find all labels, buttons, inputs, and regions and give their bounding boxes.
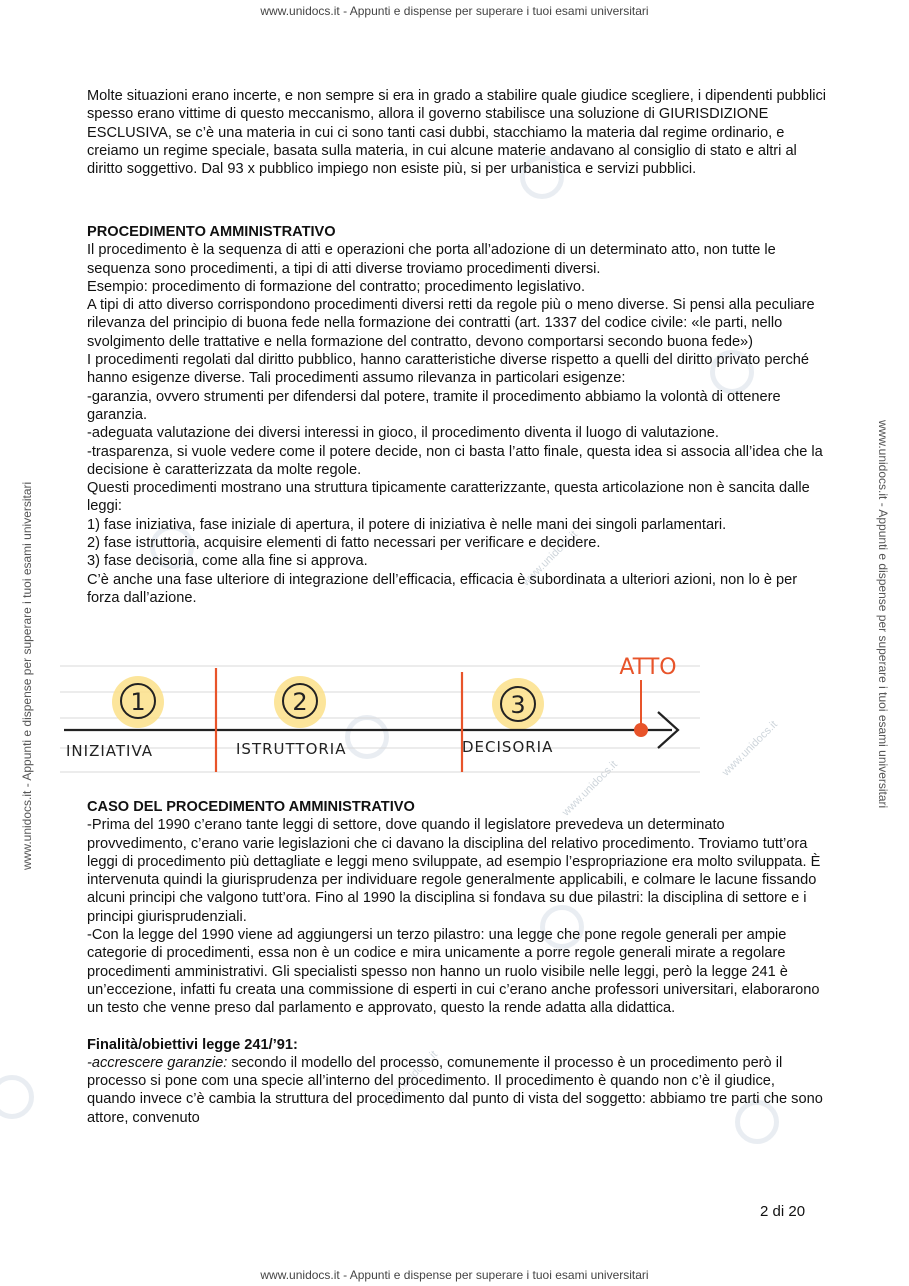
paragraph	[87, 1054, 827, 1127]
italic-lead: -accrescere garanzie:	[87, 1054, 228, 1071]
phase-1-label: INIZIATIVA	[66, 742, 154, 760]
phase-2-number: 2	[292, 688, 308, 716]
watermark-left: www.unidocs.it - Appunti e dispense per superare i tuoi esami universitari	[20, 481, 34, 870]
watermark-top: www.unidocs.it - Appunti e dispense per superare i tuoi esami universitari	[260, 4, 649, 18]
paragraph: Esempio: procedimento di formazione del contratto; procedimento legislativo.	[87, 278, 586, 295]
atto-marker	[634, 723, 648, 737]
paragraph-text: secondo il modello del processo, comunemente il processo è un procedimento però il processo si pone com una specie all’interno del procedimento. Il procedimento è quando non c’è il giudice, quando invece c’è cambia la struttura del procedimento dal punto di vista del soggetto: abbiamo tre parti che sono attore, convenuto	[87, 1054, 823, 1126]
page-number: 2 di 20	[760, 1203, 806, 1220]
phase-2-label: ISTRUTTORIA	[236, 740, 347, 758]
procedure-phases-diagram	[60, 648, 710, 778]
faint-watermark: www.unidocs.it	[720, 718, 780, 779]
paragraph: -trasparenza, si vuole vedere come il potere decide, non ci basta l’atto finale, questa idea si associa all’idea che la decisione è caratterizzata da molte regole.	[87, 443, 823, 478]
paragraph: -Prima del 1990 c’erano tante leggi di settore, dove quando il legislatore prevedeva un determinato provvedimento, c’erano varie legislazioni che ci davano la disciplina del relativo procedimento. Troviamo tutt’ora leggi di procedimento più dettagliate e leggi meno sviluppate, ad esempio l’espropriazione era molto sviluppata. È intervenuta quindi la giurisprudenza per individuare regole generalmente applicabili, e colmare le lacune fissando alcuni principi che valgono tutt’ora. Fino al 1990 la disciplina si fondava su due pilastri: la disciplina di settore e i principi giurisprudenziali.	[87, 817, 821, 925]
paragraph: 2) fase istruttoria, acquisire elementi di fatto necessari per verificare e decidere.	[87, 535, 601, 552]
paragraph: 3) fase decisoria, come alla fine si approva.	[87, 553, 368, 570]
section-procedimento	[87, 223, 827, 607]
faint-watermark: www.unidocs.it	[560, 758, 620, 819]
unidocs-logo-icon	[0, 1075, 34, 1119]
intro-paragraph: Molte situazioni erano incerte, e non sempre si era in grado a stabilire quale giudice scegliere, i dipendenti pubblici spesso erano vittime di questo meccanismo, allora il governo stabilisce una soluzione di GIURISDIZIONE ESCLUSIVA, se c’è una materia in cui ci sono tanti casi dubbi, stacchiamo la materia dal regime ordinario, e creiamo un regime speciale, basata sulla materia, in cui alcune materie andavano al consiglio di stato e altri al diritto soggettivo. Dal 93 x pubblico impiego non esiste più, si per urbanistica e servizi pubblici.	[87, 88, 827, 178]
section-heading: PROCEDIMENTO AMMINISTRATIVO	[87, 224, 336, 240]
phase-1-number: 1	[130, 688, 146, 716]
paragraph: -garanzia, ovvero strumenti per difendersi dal potere, tramite il procedimento abbiamo la volontà di ottenere garanzia.	[87, 388, 781, 423]
paragraph: I procedimenti regolati dal diritto pubblico, hanno caratteristiche diverse rispetto a quelli del diritto privato perché hanno esigenze diverse. Tali procedimenti assumo rilevanza in particolari esigenze:	[87, 352, 809, 387]
phase-3-number: 3	[510, 691, 526, 719]
faint-watermark: www.unidocs.it	[520, 528, 580, 589]
intro-block	[87, 87, 827, 178]
section-heading: Finalità/obiettivi legge 241/’91:	[87, 1036, 298, 1053]
paragraph: A tipi di atto diverso corrispondono procedimenti diversi retti da regole più o meno diverse. Si pensi alla peculiare rilevanza del principio di buona fede nella formazione dei contratti (art. 1337 del codice civile: «le parti, nello svolgimento delle trattative e nella formazione del contratto, devono comportarsi secondo buona fede»)	[87, 297, 815, 350]
paragraph: -adeguata valutazione dei diversi interessi in gioco, il procedimento diventa il luogo di valutazione.	[87, 425, 719, 442]
paragraph: Questi procedimenti mostrano una struttura tipicamente caratterizzante, questa articolazione non è sancita dalle leggi:	[87, 480, 810, 515]
spacer	[87, 1018, 827, 1036]
paragraph: C’è anche una fase ulteriore di integrazione dell’efficacia, efficacia è subordinata a ulteriori azioni, non lo è per forza dall’azione.	[87, 571, 798, 606]
paragraph: Il procedimento è la sequenza di atti e operazioni che porta all’adozione di un determinato atto, non tutte le sequenza sono procedimenti, a tipi di atti diverse troviamo procedimenti diversi.	[87, 242, 776, 277]
section-caso	[87, 798, 827, 1127]
paragraph: -Con la legge del 1990 viene ad aggiungersi un terzo pilastro: una legge che pone regole generali per ampie categorie di procedimenti, essa non è un codice e mira unicamente a porre regole generali mirate a regolare procedimenti amministrativi. Gli specialisti spesso non hanno un ruolo visibile nelle leggi, però la legge 241 è un’eccezione, infatti fu creata una commissione di esperti in cui c’erano anche professori universitari, elaborarono un testo che venne preso dal parlamento e approvato, questo la rende adatta alla didattica.	[87, 927, 820, 1017]
paragraph: 1) fase iniziativa, fase iniziale di apertura, il potere di iniziativa è nelle mani dei singoli parlamentari.	[87, 516, 727, 533]
atto-label: ATTO	[619, 655, 677, 680]
section-heading: CASO DEL PROCEDIMENTO AMMINISTRATIVO	[87, 799, 415, 815]
phase-3-label: DECISORIA	[462, 738, 554, 756]
faint-watermark: www.unidocs.it	[380, 1048, 440, 1109]
watermark-bottom: www.unidocs.it - Appunti e dispense per superare i tuoi esami universitari	[260, 1268, 649, 1282]
watermark-right: www.unidocs.it - Appunti e dispense per superare i tuoi esami universitari	[876, 420, 890, 809]
